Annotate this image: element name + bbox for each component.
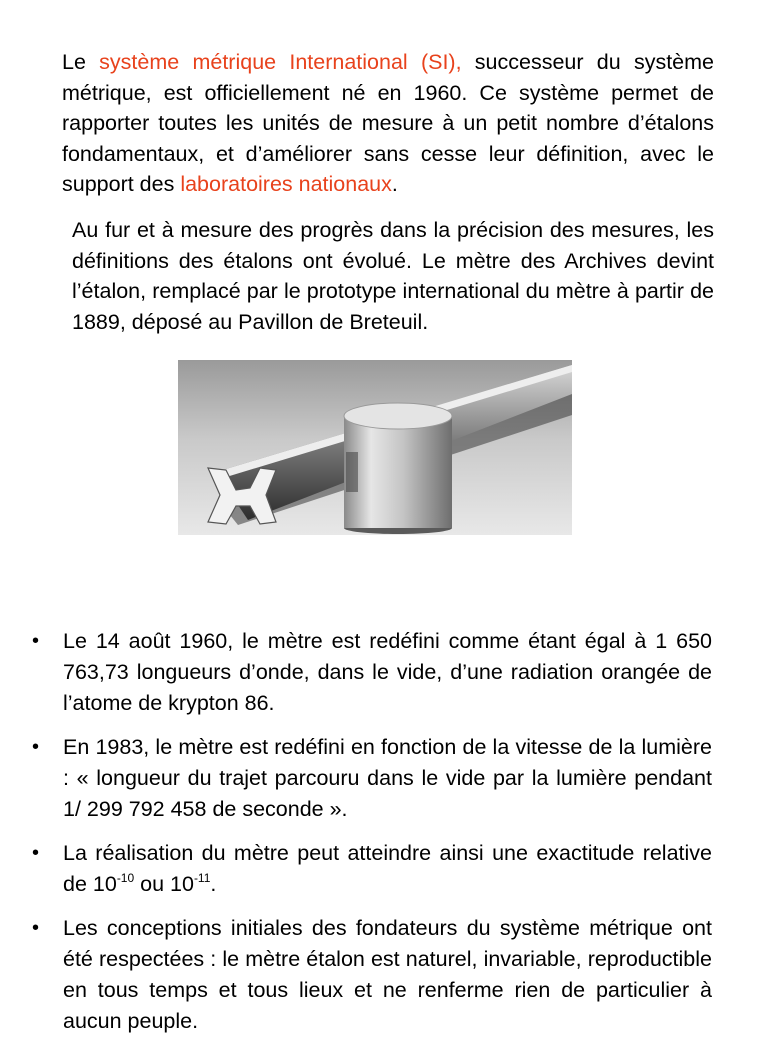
intro-text: successeur du système métrique, est officiellement né en 1960. Ce système permet de rapporter toutes les unités de mesure à un petit nombre d’étalons fondamentaux, et d’améliorer sans cesse leur définition, avec le support des <box>62 50 715 196</box>
exponent: -10 <box>116 871 135 885</box>
bullet-list <box>32 626 712 1050</box>
bullet-marker: • <box>32 630 40 652</box>
bullet-text-part: ou 10 <box>134 872 194 896</box>
list-item <box>32 838 712 900</box>
list-item <box>32 626 712 719</box>
bullet-marker: • <box>32 736 40 758</box>
list-item <box>32 913 712 1037</box>
history-paragraph: Au fur et à mesure des progrès dans la précision des mesures, les définitions des étalons ont évolué. Le mètre des Archives devint l’étalon, remplacé par le prototype international du mètre à partir de 1889, déposé au Pavillon de Breteuil. <box>72 218 714 334</box>
bullet-text: En 1983, le mètre est redéfini en fonction de la vitesse de la lumière : « longueur du trajet parcouru dans le vide par la lumière pendant 1/ 299 792 458 de seconde ». <box>63 735 712 821</box>
bullet-text: Les conceptions initiales des fondateurs du système métrique ont été respectées : le mètre étalon est naturel, invariable, reproductible en tous temps et tous lieux et ne renferme rien de particulier à aucun peuple. <box>63 916 712 1033</box>
list-item <box>32 732 712 825</box>
intro-suffix: . <box>391 172 398 196</box>
bullet-marker: • <box>32 917 40 939</box>
bullet-marker: • <box>32 842 40 864</box>
si-link[interactable]: système métrique International (SI), <box>99 50 462 74</box>
laboratoires-link[interactable]: laboratoires nationaux <box>180 172 392 196</box>
metre-prototype-photo <box>178 360 572 535</box>
intro-prefix: Le <box>62 50 100 74</box>
exponent: -11 <box>193 871 211 885</box>
bullet-text: Le 14 août 1960, le mètre est redéfini comme étant égal à 1 650 763,73 longueurs d’onde, dans le vide, d’une radiation orangée de l’atome de krypton 86. <box>63 629 712 715</box>
bullet-text-part: . <box>210 872 217 896</box>
intro-paragraph <box>62 47 714 200</box>
bullet-text <box>63 841 712 896</box>
bullet-text-part: La réalisation du mètre peut atteindre ainsi une exactitude relative de 10 <box>63 841 712 896</box>
